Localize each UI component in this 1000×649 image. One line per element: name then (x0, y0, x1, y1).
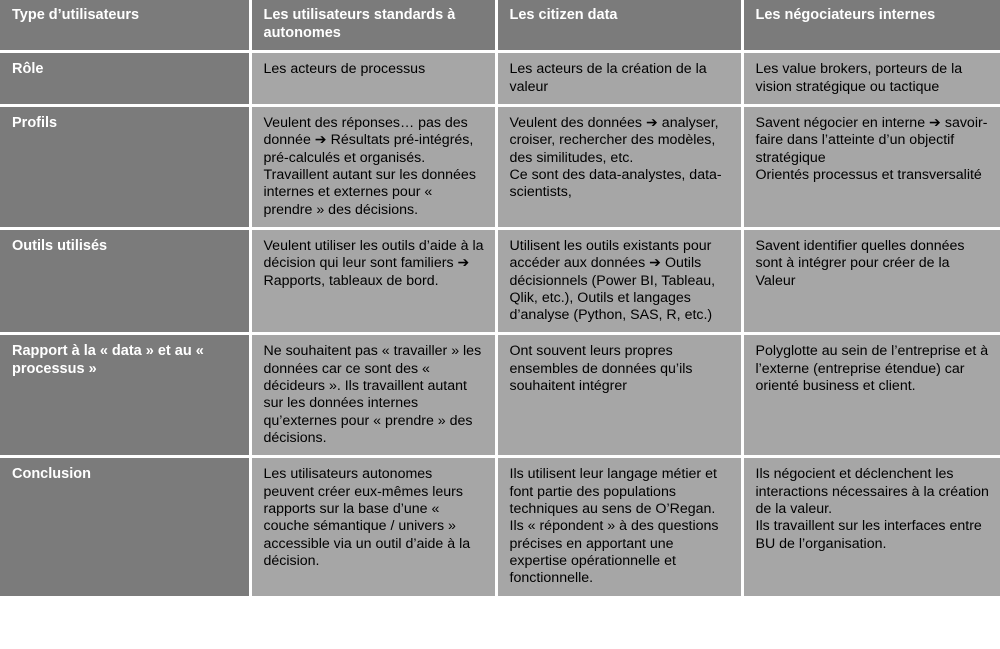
cell-rapport-standard: Ne souhaitent pas « travailler » les données car ce sont des « décideurs ». Ils travaillent autant sur les données internes qu’externes pour « prendre » des décisions. (250, 334, 496, 457)
row-label-profils: Profils (0, 106, 250, 229)
table-row (0, 228, 1000, 334)
table-row (0, 334, 1000, 457)
table-row (0, 106, 1000, 229)
cell-role-negotiators: Les value brokers, porteurs de la vision stratégique ou tactique (742, 52, 1000, 106)
cell-conclusion-negotiators: Ils négocient et déclenchent les interactions nécessaires à la création de la valeur. Ils travaillent sur les interfaces entre BU de l’organisation. (742, 457, 1000, 597)
cell-role-standard: Les acteurs de processus (250, 52, 496, 106)
cell-outils-standard: Veulent utiliser les outils d’aide à la décision qui leur sont familiers ➔ Rapports, tableaux de bord. (250, 228, 496, 334)
table-header-row (0, 0, 1000, 52)
row-label-rapport-data-processus: Rapport à la « data » et au « processus » (0, 334, 250, 457)
cell-rapport-citizen: Ont souvent leurs propres ensembles de données qu’ils souhaitent intégrer (496, 334, 742, 457)
cell-outils-negotiators: Savent identifier quelles données sont à intégrer pour créer de la Valeur (742, 228, 1000, 334)
cell-conclusion-standard: Les utilisateurs autonomes peuvent créer eux-mêmes leurs rapports sur la base d’une « couche sémantique / univers » accessible via un outil d’aide à la décision. (250, 457, 496, 597)
cell-role-citizen: Les acteurs de la création de la valeur (496, 52, 742, 106)
row-label-outils-utilises: Outils utilisés (0, 228, 250, 334)
cell-profils-citizen: Veulent des données ➔ analyser, croiser, rechercher des modèles, des similitudes, etc. Ce sont des data-analystes, data-scientists, (496, 106, 742, 229)
column-header-user-type: Type d’utilisateurs (0, 0, 250, 52)
row-label-conclusion: Conclusion (0, 457, 250, 597)
cell-profils-standard: Veulent des réponses… pas des donnée ➔ Résultats pré-intégrés, pré-calculés et organisés. Travaillent autant sur les données internes et externes pour « prendre » des décisions. (250, 106, 496, 229)
cell-conclusion-citizen: Ils utilisent leur langage métier et font partie des populations techniques au sens de O’Regan. Ils « répondent » à des questions précises en apportant une expertise opérationnelle et fonctionnelle. (496, 457, 742, 597)
column-header-standard-autonomous-users: Les utilisateurs standards à autonomes (250, 0, 496, 52)
column-header-citizen-data: Les citizen data (496, 0, 742, 52)
row-label-role: Rôle (0, 52, 250, 106)
table-row (0, 52, 1000, 106)
cell-rapport-negotiators: Polyglotte au sein de l’entreprise et à l’externe (entreprise étendue) car orienté business et client. (742, 334, 1000, 457)
column-header-internal-negotiators: Les négociateurs internes (742, 0, 1000, 52)
table-row (0, 457, 1000, 597)
cell-profils-negotiators: Savent négocier en interne ➔ savoir-faire dans l’atteinte d’un objectif stratégique Orientés processus et transversalité (742, 106, 1000, 229)
cell-outils-citizen: Utilisent les outils existants pour accéder aux données ➔ Outils décisionnels (Power BI, Tableau, Qlik, etc.), Outils et langages d’analyse (Python, SAS, R, etc.) (496, 228, 742, 334)
